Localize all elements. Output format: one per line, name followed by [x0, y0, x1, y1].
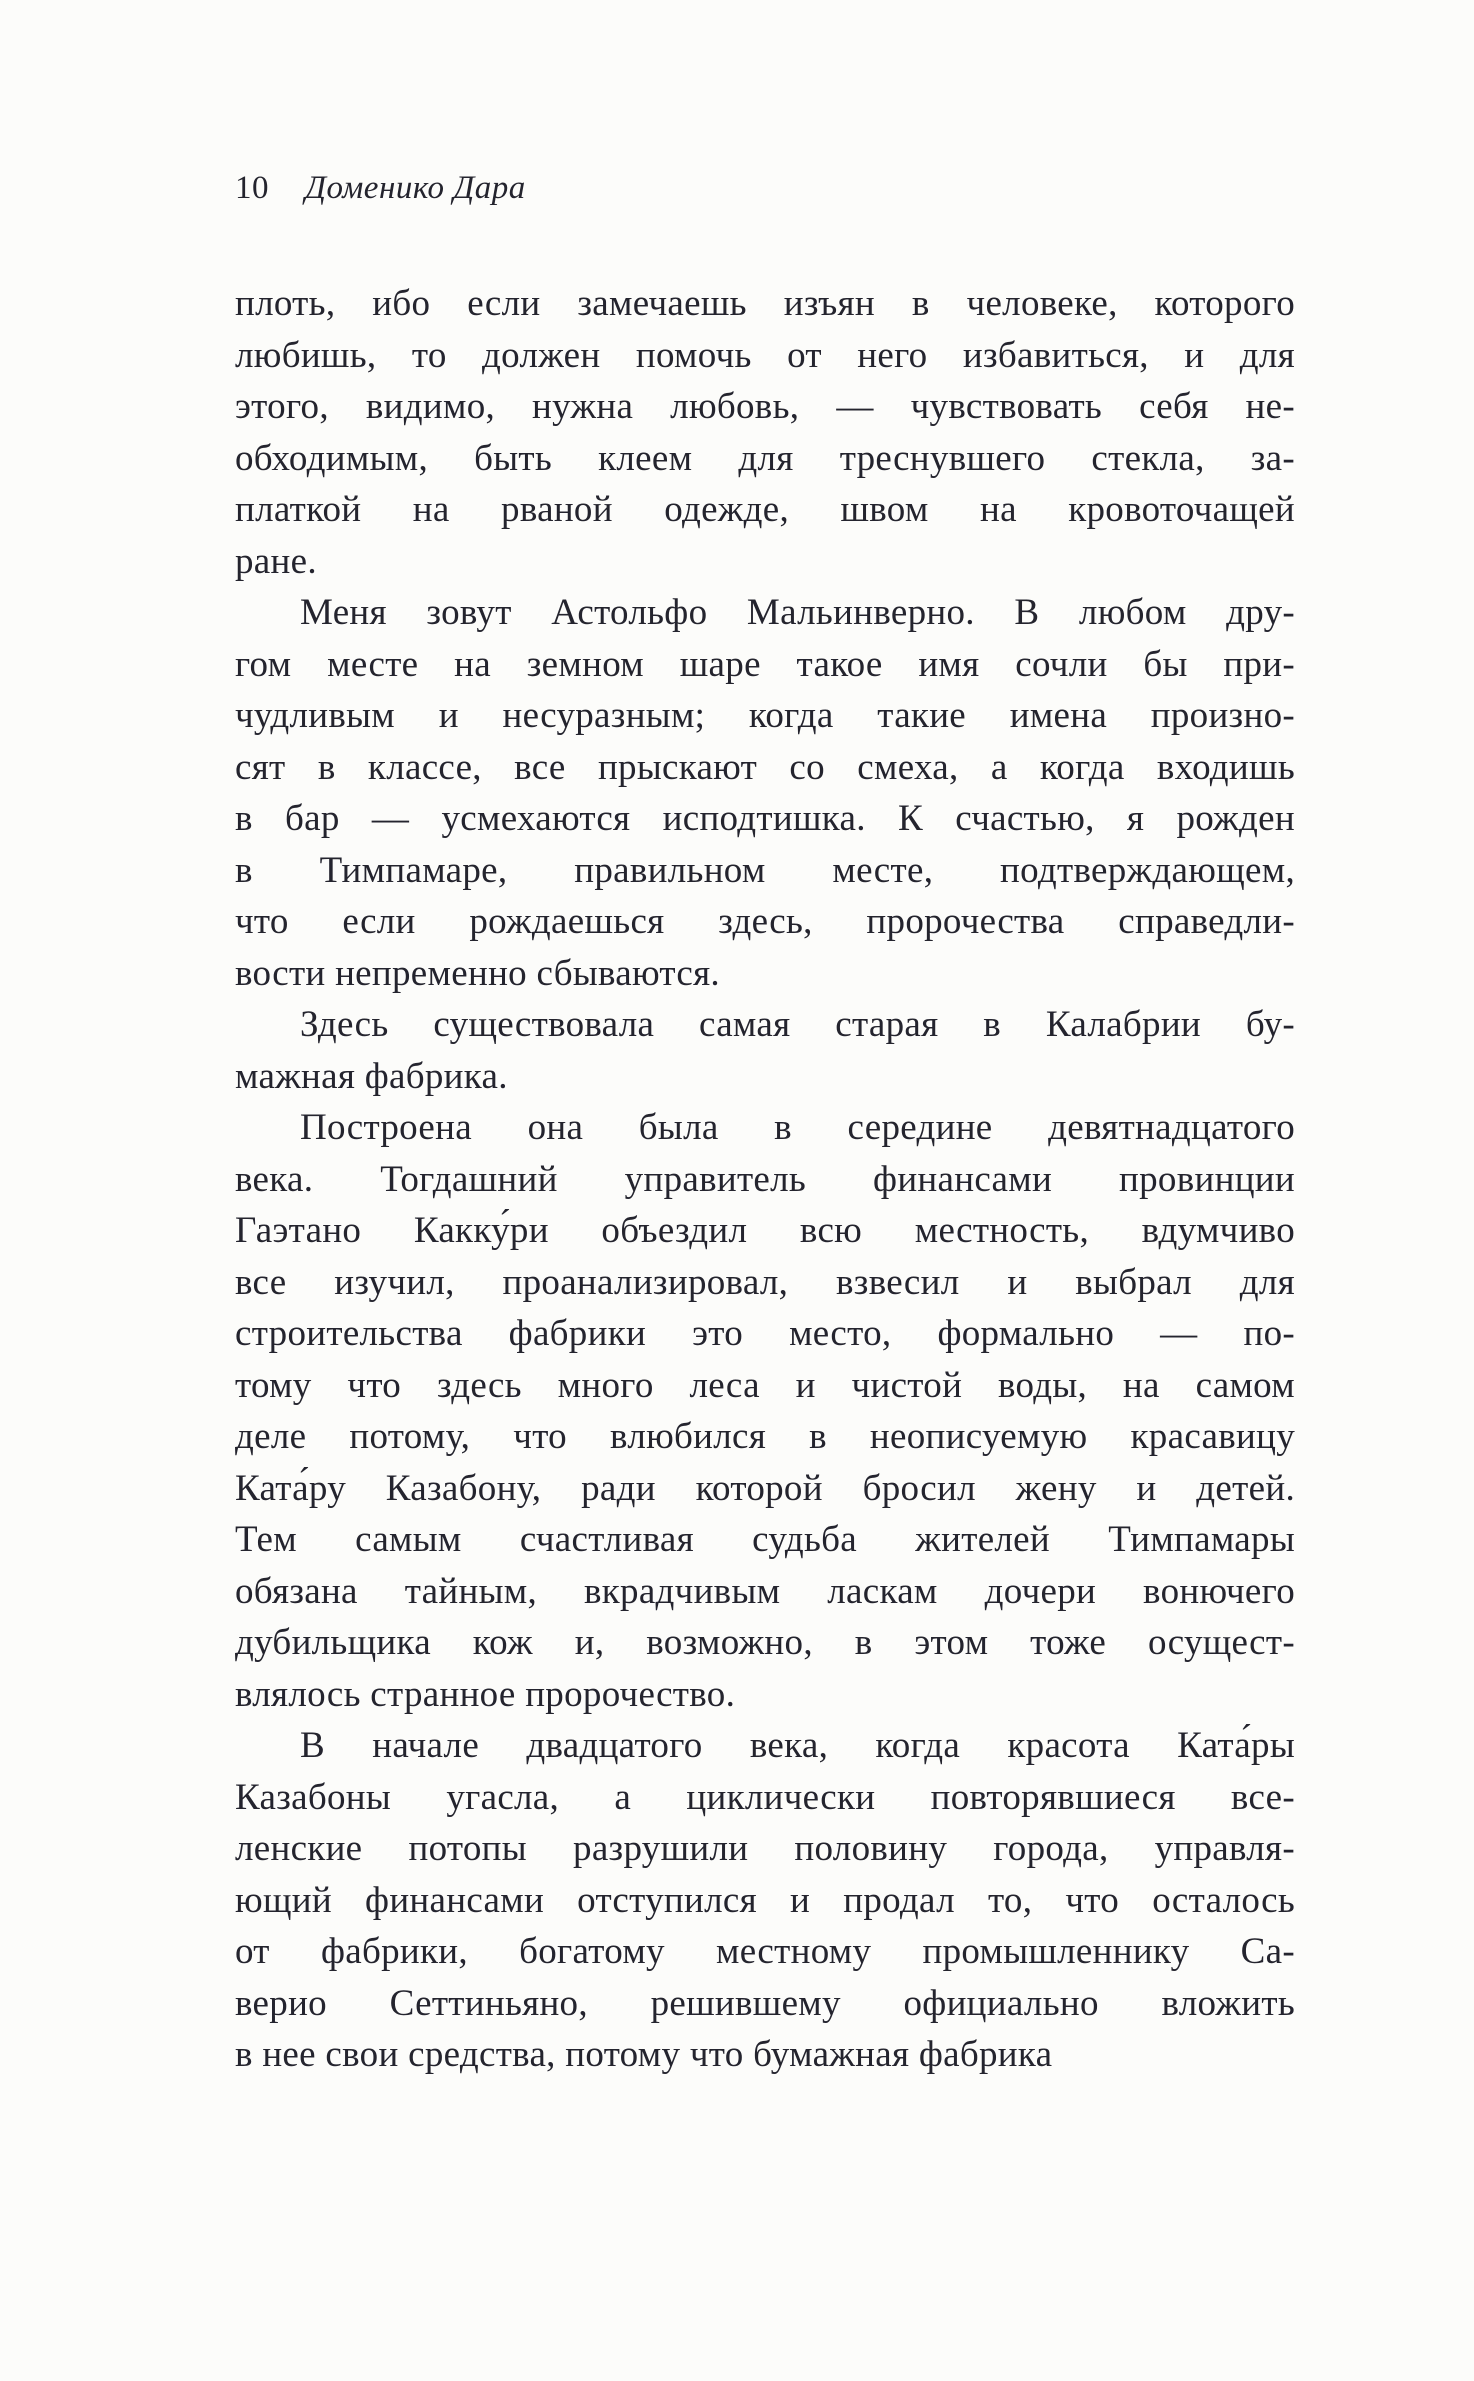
text-line: дубильщика кож и, возможно, в этом тоже осущест-: [235, 1622, 1295, 1663]
text-line: деле потому, что влюбился в неописуемую красавицу: [235, 1416, 1295, 1457]
text-line: Гаэтано Какку́ри объездил всю местность, вдумчиво: [235, 1210, 1295, 1251]
text-line: Казабоны угасла, а циклически повторявшиеся все-: [235, 1776, 1295, 1818]
text-line: Здесь существовала самая старая в Калабрии бу-: [300, 1004, 1295, 1045]
text-line: что если рождаешься здесь, пророчества справедли-: [235, 901, 1295, 942]
text-line: века. Тогдашний управитель финансами провинции: [235, 1158, 1295, 1200]
text-line: платкой на рваной одежде, швом на кровоточащей: [235, 489, 1295, 530]
author-name: Доменико Дара: [305, 170, 526, 206]
text-line: чудливым и несуразным; когда такие имена произно-: [235, 695, 1295, 736]
text-line: гом месте на земном шаре такое имя сочли бы при-: [235, 643, 1295, 685]
text-line: в бар — усмехаются исподтишка. К счастью, я рожден: [235, 798, 1295, 839]
page-number: 10: [235, 170, 269, 206]
text-line: этого, видимо, нужна любовь, — чувствовать себя не-: [235, 386, 1295, 427]
text-line: Построена она была в середине девятнадцатого: [300, 1107, 1295, 1148]
text-line: Тем самым счастливая судьба жителей Тимпамары: [235, 1519, 1295, 1560]
text-line: Ката́ру Казабону, ради которой бросил жену и детей.: [235, 1467, 1295, 1509]
text-line: все изучил, проанализировал, взвесил и выбрал для: [235, 1261, 1295, 1303]
text-line: сят в классе, все прыскают со смеха, а когда входишь: [235, 746, 1295, 788]
text-line: любишь, то должен помочь от него избавиться, и для: [235, 334, 1295, 376]
text-line: Меня зовут Астольфо Мальинверно. В любом дру-: [300, 592, 1295, 633]
running-header: [235, 168, 1295, 208]
text-line: в Тимпамаре, правильном месте, подтверждающем,: [235, 849, 1295, 891]
text-line: обходимым, быть клеем для треснувшего стекла, за-: [235, 437, 1295, 479]
text-line: обязана тайным, вкрадчивым ласкам дочери вонючего: [235, 1570, 1295, 1612]
text-line: строительства фабрики это место, формально — по-: [235, 1313, 1295, 1354]
text-line: ране.: [235, 540, 317, 582]
text-line: верио Сеттиньяно, решившему официально вложить: [235, 1982, 1295, 2024]
text-line: вости непременно сбываются.: [235, 952, 720, 994]
text-line: плоть, ибо если замечаешь изъян в человеке, которого: [235, 283, 1295, 324]
text-line: В начале двадцатого века, когда красота Ката́ры: [300, 1725, 1295, 1766]
text-line: от фабрики, богатому местному промышленнику Са-: [235, 1931, 1295, 1972]
text-line: в нее свои средства, потому что бумажная фабрика: [235, 2034, 1053, 2075]
text-line: мажная фабрика.: [235, 1055, 508, 1097]
body-text-block: [235, 278, 1295, 2081]
text-line: ленские потопы разрушили половину города, управля-: [235, 1828, 1295, 1869]
text-line: ющий финансами отступился и продал то, что осталось: [235, 1879, 1295, 1921]
text-line: тому что здесь много леса и чистой воды, на самом: [235, 1364, 1295, 1406]
text-line: влялось странное пророчество.: [235, 1673, 736, 1715]
